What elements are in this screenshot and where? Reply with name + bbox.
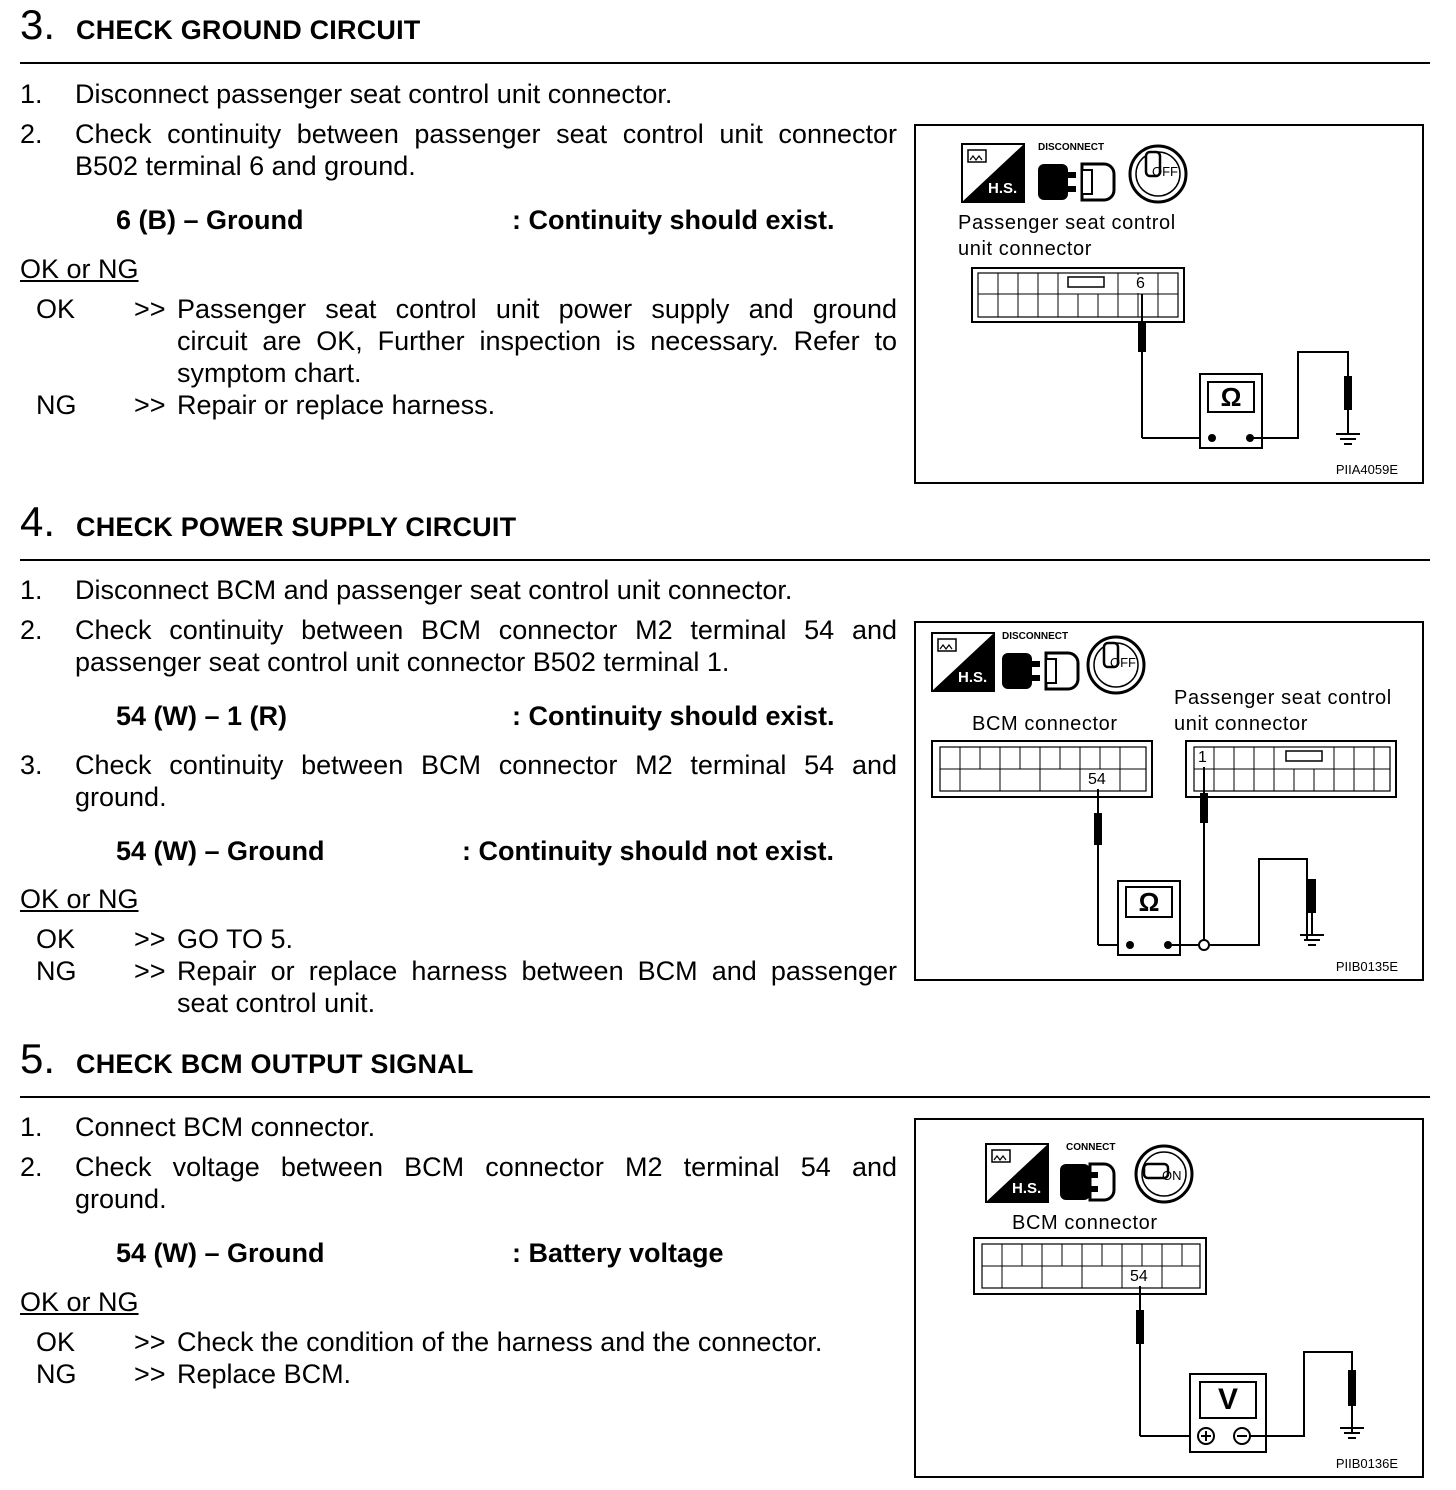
step-text: passenger seat control unit connector B502 terminal 1. [75,647,730,677]
result-label-ng: NG [36,1359,77,1389]
section-title: CHECK POWER SUPPLY CIRCUIT [76,512,517,542]
connector-label: Passenger seat control [958,212,1176,234]
ok-or-ng-heading: OK or NG [20,254,139,284]
terminal-number: 6 [1136,275,1145,292]
result-arrow: >> [134,390,166,420]
section-header [20,0,1430,64]
step-number: 1. [20,79,43,109]
result-arrow: >> [134,1327,166,1357]
result-text: circuit are OK, Further inspection is necessary. Refer to [177,326,897,356]
connector-b502 [972,268,1184,322]
disconnect-icon [1002,653,1078,689]
result-text: Repair or replace harness between BCM and passenger [177,956,897,986]
step-number: 2. [20,615,43,645]
step-number: 1. [20,1112,43,1142]
figure-power-supply-circuit [914,621,1424,981]
section-number: 3. [20,1,56,48]
section-header [20,497,1430,561]
hs-label: H.S. [1012,1180,1042,1197]
figure-code: PIIA4059E [1335,462,1398,477]
step-number: 3. [20,750,43,780]
spec-value: : Continuity should exist. [512,701,835,731]
ground-symbol [1336,410,1360,444]
terminal-number: 1 [1198,749,1207,766]
key-position-label: OFF [1110,655,1136,670]
result-label-ok: OK [36,294,76,324]
step-text: ground. [75,782,167,812]
step-text: ground. [75,1184,167,1214]
spec-label: 54 (W) – Ground [116,1238,325,1268]
result-text: symptom chart. [177,358,362,388]
step-text: Check continuity between BCM connector M2 terminal 54 and [75,615,897,645]
result-label-ok: OK [36,1327,76,1357]
step-text: Connect BCM connector. [75,1112,376,1142]
spec-value: : Continuity should exist. [512,205,835,235]
ground-symbol [1300,913,1324,945]
spec-value: : Continuity should not exist. [462,836,834,866]
step-text: Check voltage between BCM connector M2 terminal 54 and [75,1152,897,1182]
hs-label: H.S. [958,669,988,686]
step-text: Check continuity between BCM connector M2 terminal 54 and [75,750,897,780]
step-number: 2. [20,1152,43,1182]
step-number: 1. [20,575,43,605]
ground-symbol [1340,1406,1364,1438]
bcm-connector-label: BCM connector [1012,1212,1158,1234]
passenger-seat-connector [1186,741,1396,797]
bcm-connector-label: BCM connector [972,713,1118,735]
section-number: 5. [20,1035,56,1082]
step-text: Disconnect BCM and passenger seat control unit connector. [75,575,793,605]
step-text: Check continuity between passenger seat control unit connector [75,119,897,149]
figure-code: PIIB0135E [1335,959,1398,974]
ok-or-ng-heading: OK or NG [20,884,139,914]
bcm-terminal-number: 54 [1130,1268,1148,1285]
step-text: B502 terminal 6 and ground. [75,151,416,181]
result-label-ng: NG [36,956,77,986]
result-label-ng: NG [36,390,77,420]
result-text: GO TO 5. [177,924,294,954]
section-number: 4. [20,498,56,545]
meter-symbol: Ω [1220,382,1242,412]
figure-drawing [916,623,1426,983]
hs-label: H.S. [988,180,1018,197]
result-text: Check the condition of the harness and the connector. [177,1327,823,1357]
step-number: 2. [20,119,43,149]
spec-label: 54 (W) – 1 (R) [116,701,288,731]
key-position-label: OFF [1152,164,1178,179]
section-header [20,1034,1430,1098]
figure-ground-circuit [914,124,1424,484]
section-title: CHECK GROUND CIRCUIT [76,15,421,45]
result-text: seat control unit. [177,988,376,1018]
result-arrow: >> [134,1359,166,1389]
disconnect-label: DISCONNECT [1002,631,1069,642]
bcm-connector [932,741,1152,797]
meter-symbol: V [1217,1383,1238,1416]
key-position-label: ON [1162,1168,1182,1183]
connector-label: unit connector [958,238,1093,260]
spec-label: 6 (B) – Ground [116,205,304,235]
bcm-terminal-number: 54 [1088,771,1106,788]
spec-label: 54 (W) – Ground [116,836,325,866]
figure-bcm-output-signal [914,1118,1424,1478]
result-arrow: >> [134,956,166,986]
connect-icon [1060,1164,1114,1200]
result-text: Repair or replace harness. [177,390,496,420]
result-text: Passenger seat control unit power supply and ground [177,294,897,324]
figure-code: PIIB0136E [1335,1456,1398,1471]
connector-label: unit connector [1174,713,1309,735]
disconnect-label: DISCONNECT [1038,142,1105,153]
ok-or-ng-heading: OK or NG [20,1287,139,1317]
disconnect-icon [1038,164,1114,200]
section-title: CHECK BCM OUTPUT SIGNAL [76,1049,474,1079]
step-text: Disconnect passenger seat control unit connector. [75,79,673,109]
bcm-connector [974,1238,1206,1294]
spec-value: : Battery voltage [512,1238,724,1268]
result-text: Replace BCM. [177,1359,352,1389]
result-label-ok: OK [36,924,76,954]
connector-label: Passenger seat control [1174,687,1392,709]
result-arrow: >> [134,294,166,324]
meter-symbol: Ω [1138,887,1160,917]
connect-label: CONNECT [1066,1142,1116,1153]
result-arrow: >> [134,924,166,954]
